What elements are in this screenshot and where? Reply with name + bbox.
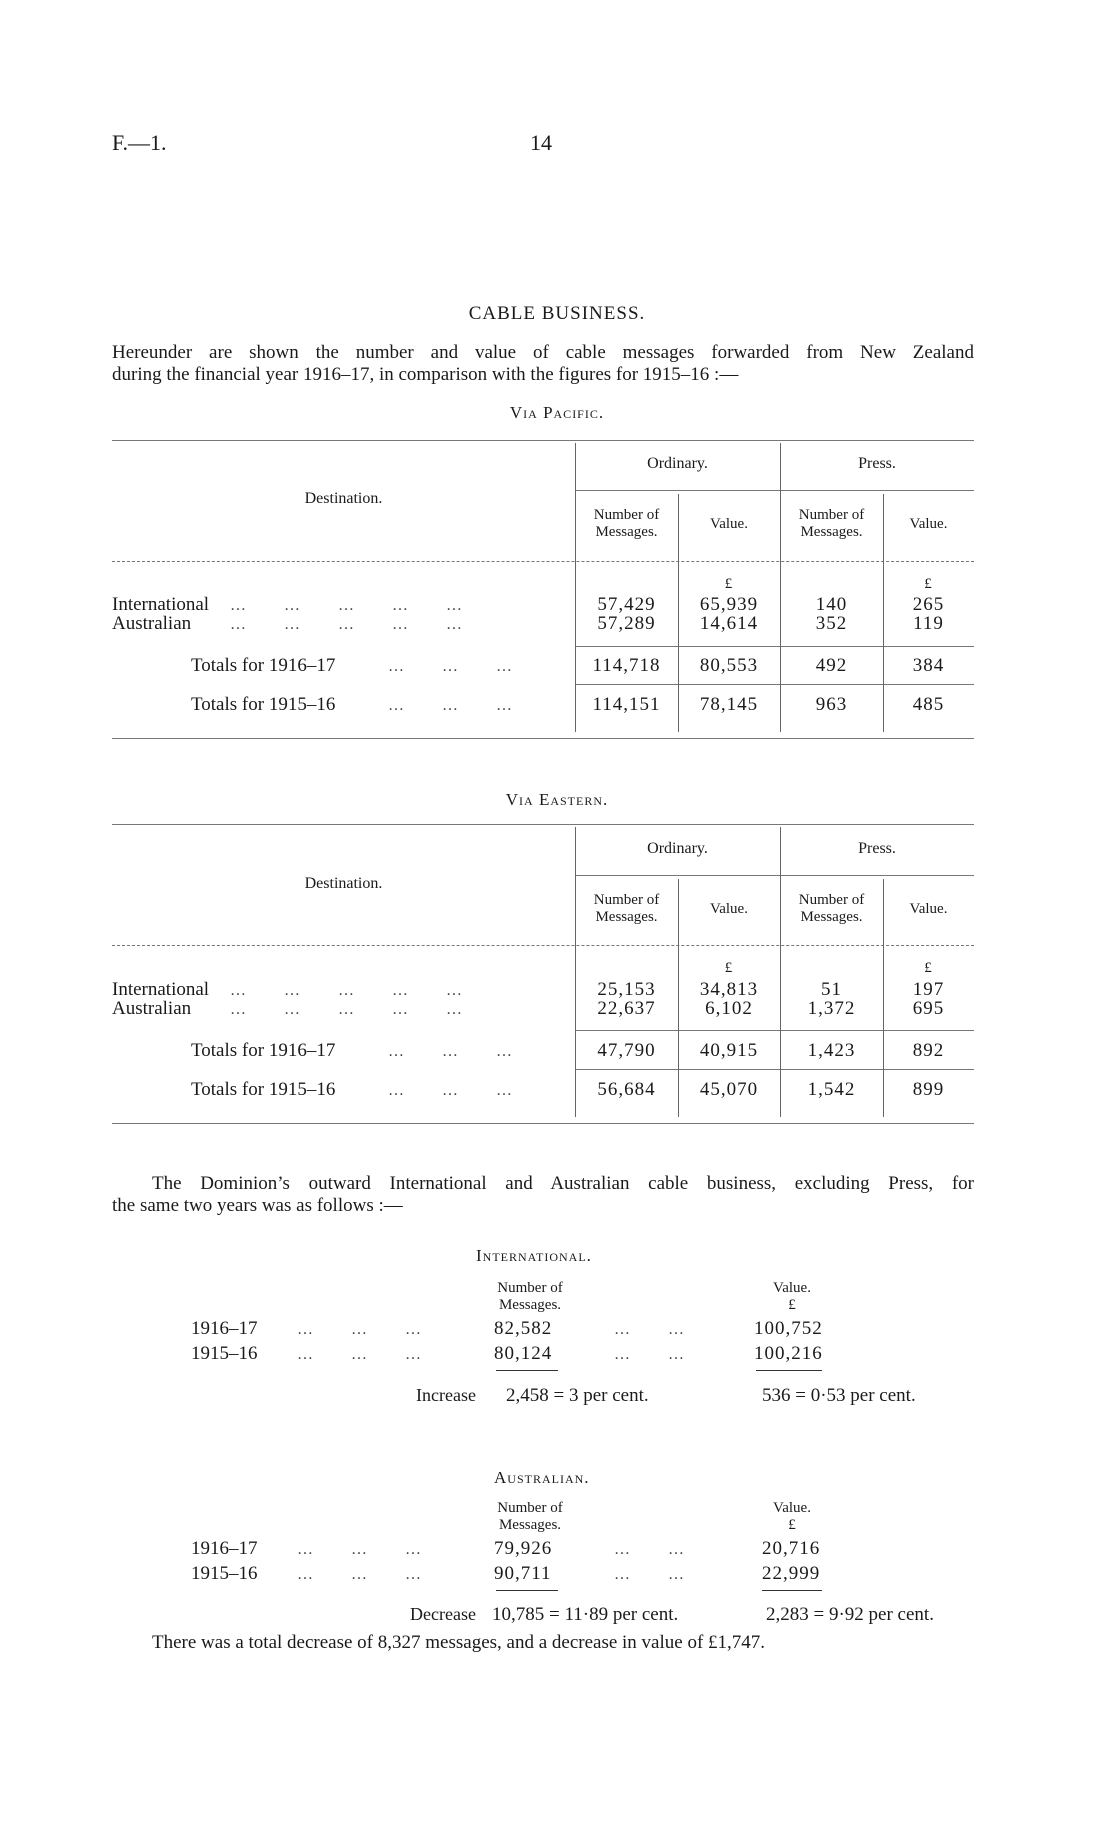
ord-value: 80,553 (699, 655, 759, 676)
international-heading: International. (476, 1246, 592, 1265)
press-value: 384 (912, 655, 945, 676)
ord-value: 40,915 (699, 1040, 759, 1061)
number-value: 79,926 (494, 1538, 553, 1559)
leader-dots: … … … … … (230, 982, 464, 999)
change-label: Increase (416, 1385, 476, 1405)
leader-dots: … … … … … (230, 597, 464, 614)
press-value: 892 (912, 1040, 945, 1061)
leader-dots: … … … (388, 1043, 514, 1060)
leader-dots: … … … (297, 1321, 423, 1338)
eastern-col-ord-number: Number of Messages. (593, 892, 660, 925)
row-label: Australian (112, 998, 192, 1019)
value-amount: 22,999 (762, 1563, 821, 1584)
eastern-currency-press: £ (924, 960, 933, 976)
leader-dots: … … (614, 1541, 686, 1558)
ord-value: 78,145 (699, 694, 759, 715)
number-value: 82,582 (494, 1318, 553, 1339)
ord-number: 114,151 (592, 694, 661, 715)
leader-dots: … … … (388, 658, 514, 675)
eastern-currency-ord: £ (724, 960, 734, 976)
page-number: 14 (530, 130, 552, 155)
leader-dots: … … (614, 1566, 686, 1583)
eastern-heading: Via Eastern. (505, 790, 609, 809)
intro-line-1: Hereunder are shown the number and value of cable messages forwarded from New Zealand (112, 342, 974, 363)
ord-number: 47,790 (597, 1040, 656, 1061)
press-value: 197 (912, 979, 945, 1000)
press-number: 492 (815, 655, 848, 676)
ord-value: 65,939 (699, 594, 759, 615)
press-number: 1,372 (807, 998, 856, 1019)
summary-line-2: the same two years was as follows :— (112, 1195, 403, 1216)
ord-number: 22,637 (597, 998, 656, 1019)
year-label: 1916–17 (191, 1538, 258, 1559)
press-number: 51 (821, 979, 842, 1000)
international-col-value: Value. (773, 1280, 811, 1296)
year-label: 1915–16 (191, 1343, 258, 1364)
value-amount: 20,716 (762, 1538, 821, 1559)
eastern-col-press-value: Value. (909, 901, 948, 917)
international-col-number: Number of Messages. (497, 1280, 563, 1313)
pacific-col-destination: Destination. (304, 490, 383, 507)
ord-value: 6,102 (705, 998, 753, 1019)
eastern-col-press-number: Number of Messages. (798, 892, 865, 925)
press-value: 899 (912, 1079, 945, 1100)
leader-dots: … … … (297, 1541, 423, 1558)
eastern-col-ordinary: Ordinary. (647, 840, 708, 857)
total-label: Totals for 1916–17 (191, 1040, 336, 1061)
pacific-col-ord-value: Value. (710, 516, 748, 532)
summary-line-1: The Dominion’s outward International and Australian cable business, excluding Press, for (152, 1173, 974, 1194)
leader-dots: … … (614, 1346, 686, 1363)
change-value: 2,283 = 9·92 per cent. (766, 1604, 934, 1625)
row-label: International (112, 979, 210, 1000)
press-value: 119 (913, 613, 944, 634)
total-label: Totals for 1916–17 (191, 655, 336, 676)
change-label: Decrease (410, 1604, 476, 1624)
eastern-col-destination: Destination. (304, 875, 383, 892)
pacific-col-ordinary: Ordinary. (647, 455, 708, 472)
australian-col-value: Value. (773, 1500, 811, 1516)
eastern-col-press: Press. (858, 840, 896, 857)
pacific-col-press-number: Number of Messages. (798, 507, 865, 540)
ord-number: 57,289 (597, 613, 656, 634)
pacific-col-press: Press. (858, 455, 896, 472)
press-number: 1,542 (807, 1079, 856, 1100)
change-number: 10,785 = 11·89 per cent. (492, 1604, 679, 1625)
change-number: 2,458 = 3 per cent. (506, 1385, 649, 1406)
pacific-currency-press: £ (924, 576, 933, 592)
ord-number: 114,718 (592, 655, 661, 676)
press-number: 963 (815, 694, 848, 715)
press-number: 352 (815, 613, 848, 634)
pacific-heading: Via Pacific. (509, 403, 605, 422)
number-value: 90,711 (494, 1563, 552, 1584)
leader-dots: … … … … … (230, 1001, 464, 1018)
australian-currency: £ (788, 1517, 796, 1533)
value-amount: 100,216 (754, 1343, 823, 1364)
leader-dots: … … (614, 1321, 686, 1338)
conclusion-text: There was a total decrease of 8,327 messages, and a decrease in value of £1,747. (152, 1632, 766, 1653)
leader-dots: … … … (297, 1566, 423, 1583)
press-number: 140 (815, 594, 848, 615)
leader-dots: … … … (388, 697, 514, 714)
ord-value: 34,813 (699, 979, 759, 1000)
leader-dots: … … … … … (230, 616, 464, 633)
pacific-col-press-value: Value. (909, 516, 948, 532)
number-value: 80,124 (494, 1343, 553, 1364)
press-value: 265 (912, 594, 945, 615)
leader-dots: … … … (297, 1346, 423, 1363)
australian-heading: Australian. (494, 1468, 590, 1487)
page-ref: F.—1. (112, 130, 167, 155)
ord-value: 45,070 (699, 1079, 759, 1100)
press-value: 695 (912, 998, 945, 1019)
pacific-currency-ord: £ (724, 576, 734, 592)
year-label: 1915–16 (191, 1563, 258, 1584)
press-value: 485 (912, 694, 945, 715)
ord-number: 57,429 (597, 594, 656, 615)
value-amount: 100,752 (754, 1318, 823, 1339)
page-title: CABLE BUSINESS. (468, 303, 646, 324)
pacific-col-ord-number: Number of Messages. (593, 507, 660, 540)
intro-line-2: during the financial year 1916–17, in comparison with the figures for 1915–16 :— (112, 364, 739, 385)
row-label: Australian (112, 613, 192, 634)
ord-number: 25,153 (597, 979, 656, 1000)
total-label: Totals for 1915–16 (191, 694, 336, 715)
leader-dots: … … … (388, 1082, 514, 1099)
year-label: 1916–17 (191, 1318, 258, 1339)
press-number: 1,423 (807, 1040, 856, 1061)
total-label: Totals for 1915–16 (191, 1079, 336, 1100)
international-currency: £ (788, 1297, 796, 1313)
ord-number: 56,684 (597, 1079, 656, 1100)
ord-value: 14,614 (699, 613, 759, 634)
australian-col-number: Number of Messages. (497, 1500, 563, 1533)
eastern-col-ord-value: Value. (710, 901, 748, 917)
row-label: International (112, 594, 210, 615)
change-value: 536 = 0·53 per cent. (762, 1385, 916, 1406)
